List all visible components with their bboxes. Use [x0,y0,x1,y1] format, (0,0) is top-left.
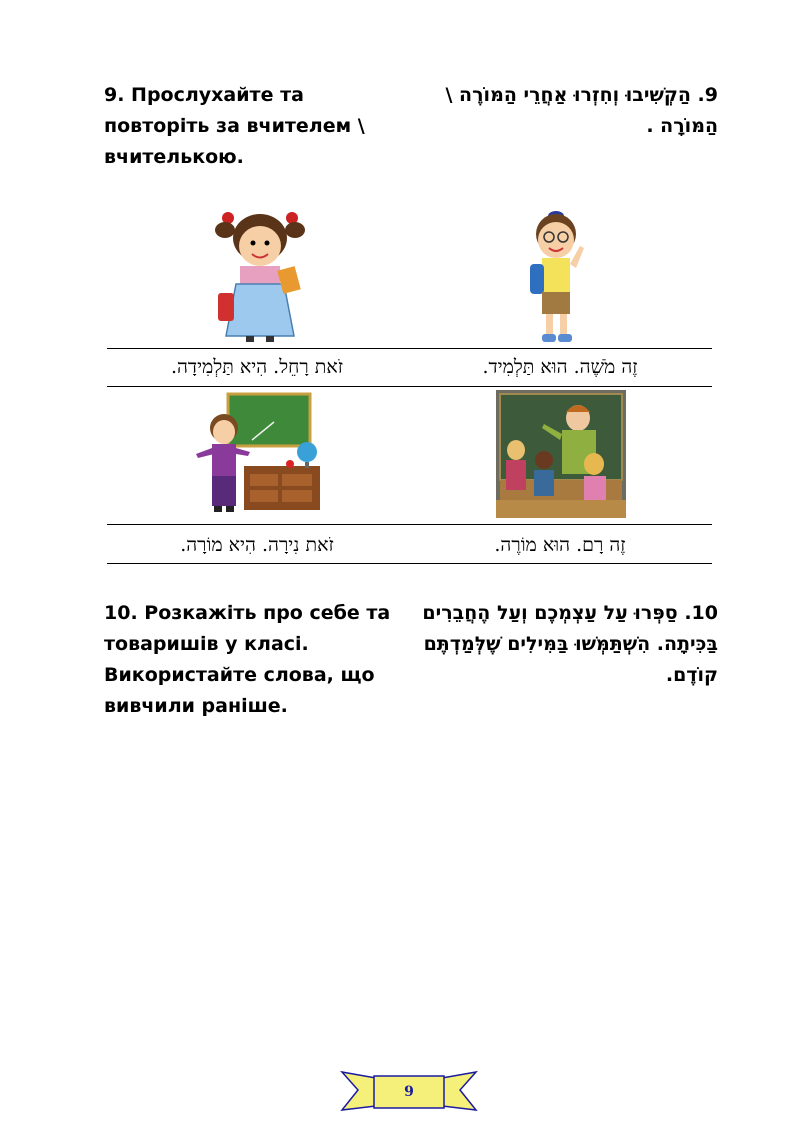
male-teacher-classroom-illustration [496,390,626,518]
boy-student-illustration [522,208,592,346]
caption-moshe: זֶה מֹשֶׁה. הוּא תַּלְמִיד. [482,356,638,378]
girl-student-illustration [210,208,310,343]
table-line-lower [107,524,712,525]
table-line-middle [107,386,712,387]
table-line-top [107,348,712,349]
female-teacher-illustration [190,392,325,514]
caption-ram: זֶה רָם. הוּא מוֹרֶה. [494,534,626,556]
page-number: 9 [404,1084,414,1100]
caption-nira: זֹאת נִירָה. הִיא מוֹרָה. [180,534,334,556]
exercise-10-ukrainian: 10. Розкажіть про себе та товаришів у класі. Використайте слова, що вивчили раніше. [104,602,391,717]
exercise-9-ukrainian: 9. Прослухайте та повторіть за вчителем \ вчителькою. [104,84,365,168]
exercise-10-hebrew: 10. סַפְּרוּ עַל עַצְמְכֶם וְעַל הֶחֲבֵרִים בַּכִּיתָה. הִשְׁתַּמְּשׁוּ בַּמִּילִים שֶׁלְּמַדְתֶּם קוֹדֶם. [422,602,718,686]
caption-rachel: זֹאת רָחֵל. הִיא תַּלְמִידָה. [170,356,344,378]
table-line-bottom [107,563,712,564]
exercise-9-hebrew: 9. הַקְשִׁיבוּ וְחִזְרוּ אַחֲרֵי הַמּוֹרֶה \ הַמּוֹרָה . [445,84,718,137]
